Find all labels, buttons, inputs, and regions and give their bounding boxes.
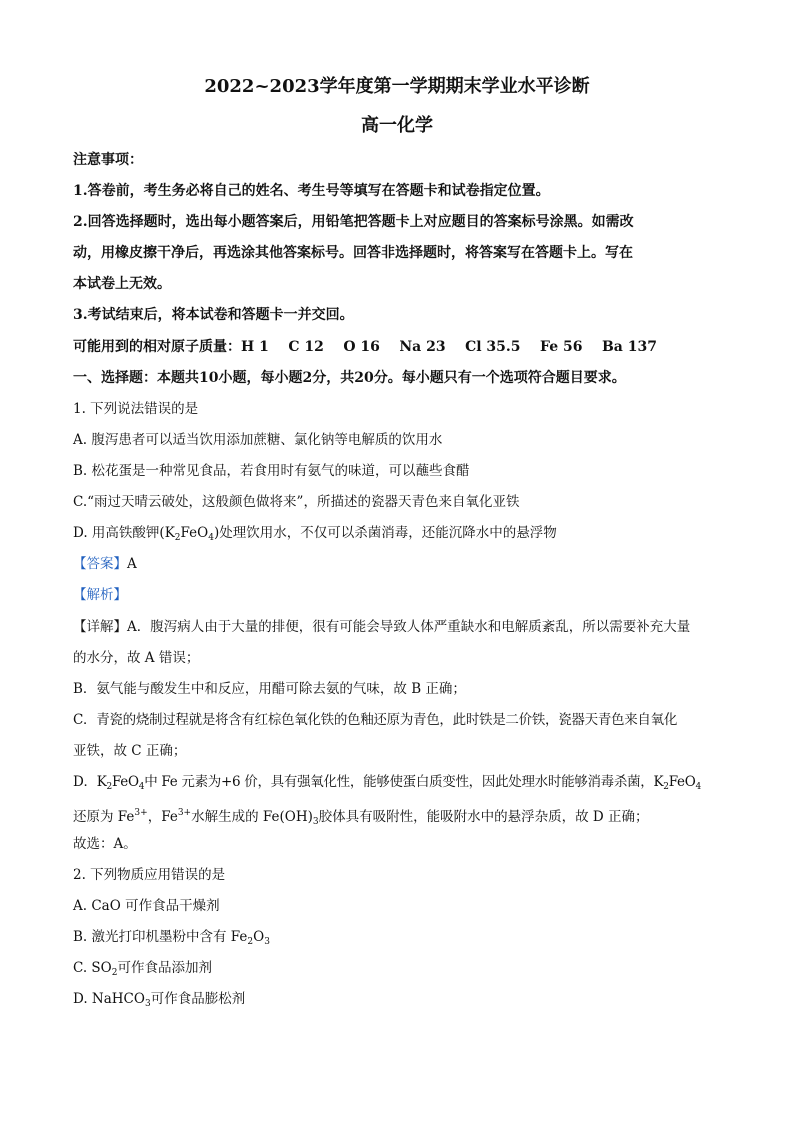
notes-heading: 注意事项： <box>73 152 143 168</box>
atomic-masses: 可能用到的相对原子质量：H 1 C 12 O 16 Na 23 Cl 35.5 Fe 56 Ba 137 <box>73 339 657 355</box>
note-item-3: 3.考试结束后，将本试卷和答题卡一并交回。 <box>73 307 354 323</box>
detail-a-line-1: 【详解】A．腹泻病人由于大量的排便，很有可能会导致人体严重缺水和电解质紊乱，所以需要补充大量 <box>73 619 691 635</box>
note-item-2-line-1: 2.回答选择题时，选出每小题答案后，用铅笔把答题卡上对应题目的答案标号涂黑。如需改 <box>73 214 634 230</box>
answer-value: A <box>127 556 137 572</box>
detail-d-line-1: D．$K_2FeO_4$中 Fe 元素为+6 价，具有强氧化性，能够使蛋白质变性，因此处理水时能够消毒杀菌，$K_2FeO_4$ <box>73 774 701 792</box>
answer-line <box>73 554 723 574</box>
choice-line: 故选：A。 <box>73 836 137 852</box>
question-1-option-b: B. 松花蛋是一种常见食品，若食用时有氨气的味道，可以蘸些食醋 <box>73 463 470 479</box>
note-item-1: 1.答卷前，考生务必将自己的姓名、考生号等填写在答题卡和试卷指定位置。 <box>73 183 550 199</box>
question-2-option-d: D. NaHCO$_3$可作食品膨松剂 <box>73 991 246 1009</box>
question-2-option-b: B. 激光打印机墨粉中含有 $Fe_2O_3$ <box>73 929 270 947</box>
answer-tag: 【答案】 <box>73 556 127 572</box>
analysis-tag: 【解析】 <box>73 587 127 603</box>
detail-c-line-1: C．青瓷的烧制过程就是将含有红棕色氧化铁的色釉还原为青色，此时铁是二价铁，瓷器天青色来自氧化 <box>73 712 678 728</box>
question-1-option-c: C.“雨过天晴云破处，这般颜色做将来”，所描述的瓷器天青色来自氧化亚铁 <box>73 494 520 510</box>
question-2-stem: 2. 下列物质应用错误的是 <box>73 867 226 883</box>
question-1-option-d: D. 用高铁酸钾$(K_2FeO_4)$处理饮用水，不仅可以杀菌消毒，还能沉降水中的悬浮物 <box>73 525 557 543</box>
question-2-option-a: A. CaO 可作食品干燥剂 <box>73 898 220 914</box>
detail-a-line-2: 的水分，故 A 错误； <box>73 650 200 666</box>
detail-tag: 【详解】 <box>73 619 127 635</box>
detail-b: B．氨气能与酸发生中和反应，用醋可除去氨的气味，故 B 正确； <box>73 681 466 697</box>
note-item-2-line-2: 动，用橡皮擦干净后，再选涂其他答案标号。回答非选择题时，将答案写在答题卡上。写在 <box>73 245 633 261</box>
question-1-stem: 1. 下列说法错误的是 <box>73 401 199 417</box>
detail-d-line-2: 还原为 $Fe^{3+}$，$Fe^{3+}$水解生成的 $Fe(OH)_3$胶体具有吸附性，能吸附水中的悬浮杂质，故 D 正确； <box>73 808 649 827</box>
question-1-option-a: A. 腹泻患者可以适当饮用添加蔗糖、氯化钠等电解质的饮用水 <box>73 432 443 448</box>
detail-c-line-2: 亚铁，故 C 正确； <box>73 743 187 759</box>
question-2-option-c: C. $SO_2$可作食品添加剂 <box>73 960 212 978</box>
note-item-2-line-3: 本试卷上无效。 <box>73 276 171 292</box>
subject-title: 高一化学 <box>361 115 433 136</box>
section-1-heading: 一、选择题：本题共10小题，每小题2分，共20分。每小题只有一个选项符合题目要求。 <box>73 370 626 386</box>
exam-title: 2022~2023学年度第一学期期末学业水平诊断 <box>204 76 590 97</box>
